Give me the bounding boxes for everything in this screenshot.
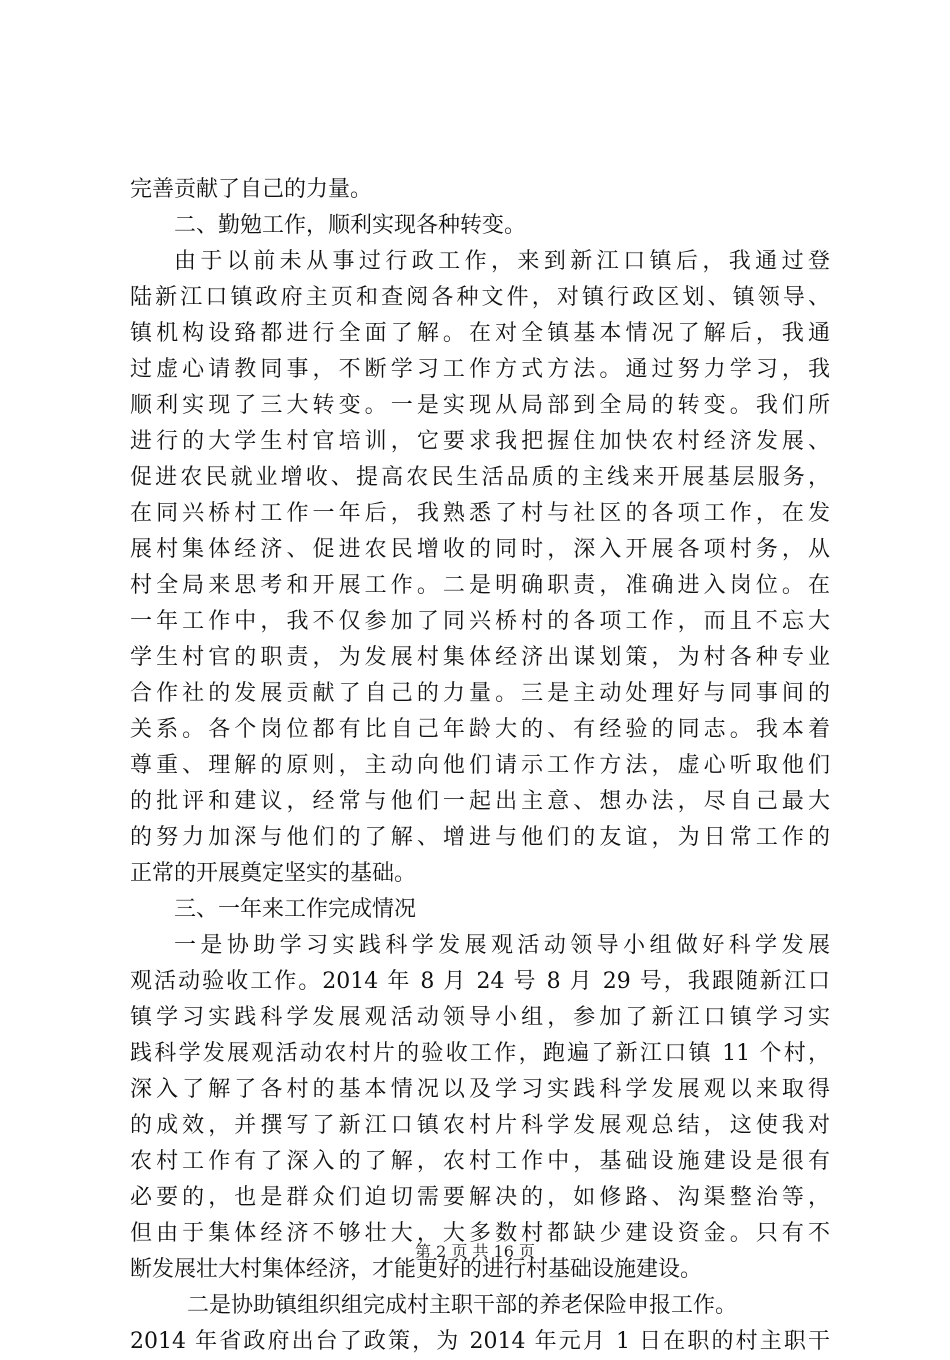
section-heading: 二、勤勉工作，顺利实现各种转变。 (174, 213, 527, 238)
text-line: 完善贡献了自己的力量。 (130, 177, 373, 202)
paragraph-last-line: 断发展壮大村集体经济，才能更好的进行村基础设施建设。 (130, 1257, 703, 1282)
text-line: 深入了解了各村的基本情况以及学习实践科学发展观以来取得 (130, 1077, 830, 1102)
text-line: 的成效，并撰写了新江口镇农村片科学发展观总结，这使我对 (130, 1113, 830, 1138)
section-heading: 三、一年来工作完成情况 (174, 897, 417, 922)
text-line: 农村工作有了深入的了解，农村工作中，基础设施建设是很有 (130, 1149, 830, 1174)
text-line: 进行的大学生村官培训，它要求我把握住加快农村经济发展、 (130, 429, 830, 454)
text-line: 镇学习实践科学发展观活动领导小组，参加了新江口镇学习实 (130, 1005, 830, 1030)
document-body (130, 172, 830, 1360)
text-line: 镇机构设臵都进行全面了解。在对全镇基本情况了解后，我通 (130, 321, 830, 346)
paragraph-last-line: 正常的开展奠定坚实的基础。 (130, 861, 417, 886)
text-line: 2014 年省政府出台了政策，为 2014 年元月 1 日在职的村主职干 (130, 1329, 830, 1354)
paragraph-first-line: 二是协助镇组织组完成村主职干部的养老保险申报工作。 (187, 1293, 738, 1318)
text-line: 促进农民就业增收、提高农民生活品质的主线来开展基层服务， (130, 465, 830, 490)
text-line: 合作社的发展贡献了自己的力量。三是主动处理好与同事间的 (130, 681, 830, 706)
text-line: 学生村官的职责，为发展村集体经济出谋划策，为村各种专业 (130, 645, 830, 670)
text-line: 尊重、理解的原则，主动向他们请示工作方法，虚心听取他们 (130, 753, 830, 778)
paragraph-first-line: 一是协助学习实践科学发展观活动领导小组做好科学发展 (174, 933, 830, 958)
text-line: 顺利实现了三大转变。一是实现从局部到全局的转变。我们所 (130, 393, 830, 418)
text-line: 关系。各个岗位都有比自己年龄大的、有经验的同志。我本着 (130, 717, 830, 742)
text-line: 观活动验收工作。2014 年 8 月 24 号 8 月 29 号，我跟随新江口 (130, 969, 830, 994)
text-line: 的努力加深与他们的了解、增进与他们的友谊，为日常工作的 (130, 825, 830, 850)
text-line: 但由于集体经济不够壮大，大多数村都缺少建设资金。只有不 (130, 1221, 830, 1246)
text-line: 在同兴桥村工作一年后，我熟悉了村与社区的各项工作，在发 (130, 501, 830, 526)
page-number-footer: 第 2 页 共 16 页 (415, 1242, 535, 1261)
text-line: 一年工作中，我不仅参加了同兴桥村的各项工作，而且不忘大 (130, 609, 830, 634)
text-line: 村全局来思考和开展工作。二是明确职责，准确进入岗位。在 (130, 573, 830, 598)
text-line: 必要的，也是群众们迫切需要解决的，如修路、沟渠整治等， (130, 1185, 830, 1210)
text-line: 的批评和建议，经常与他们一起出主意、想办法，尽自己最大 (130, 789, 830, 814)
paragraph-first-line: 由于以前未从事过行政工作，来到新江口镇后，我通过登 (174, 249, 830, 274)
text-line: 践科学发展观活动农村片的验收工作，跑遍了新江口镇 11 个村， (130, 1041, 830, 1066)
text-line: 陆新江口镇政府主页和查阅各种文件，对镇行政区划、镇领导、 (130, 285, 830, 310)
text-line: 展村集体经济、促进农民增收的同时，深入开展各项村务，从 (130, 537, 830, 562)
text-line: 过虚心请教同事，不断学习工作方式方法。通过努力学习，我 (130, 357, 830, 382)
